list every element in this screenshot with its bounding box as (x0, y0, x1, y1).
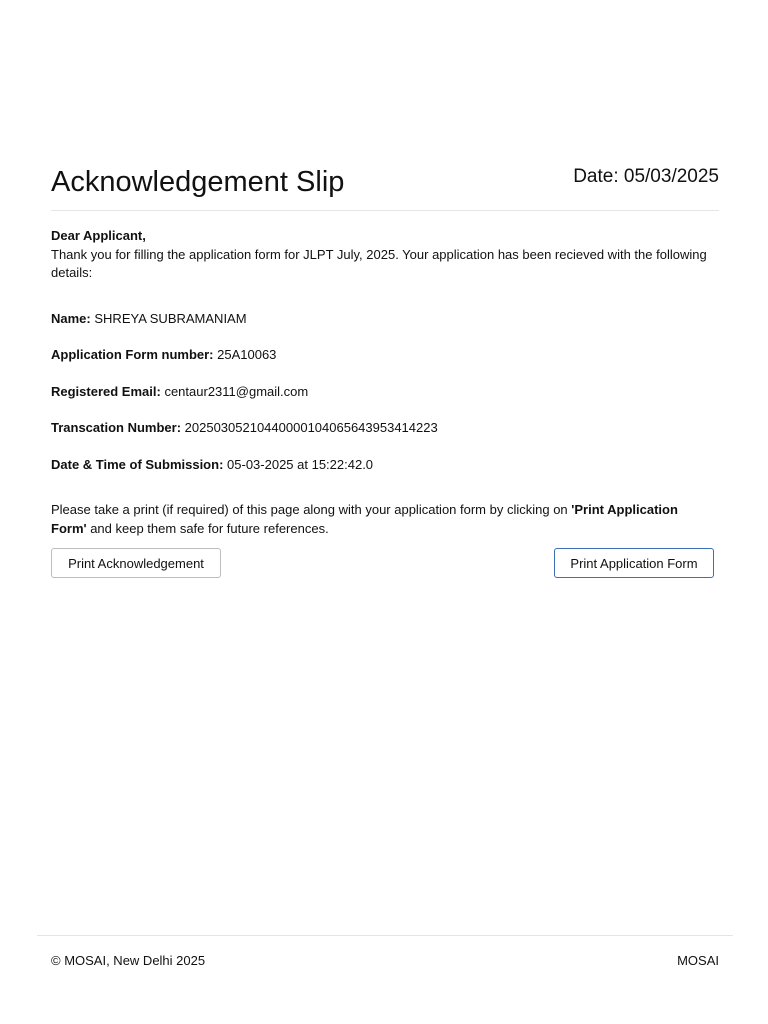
detail-label: Application Form number: (51, 347, 214, 362)
print-note (51, 501, 711, 538)
note-highlight: 'Print Application Form' (51, 502, 678, 536)
detail-email (51, 383, 711, 420)
detail-value: 25A10063 (217, 347, 277, 362)
detail-name (51, 310, 711, 347)
note-text-before: Please take a print (if required) of this page along with your application form by clicking on (51, 502, 572, 517)
slip-header (51, 160, 719, 211)
detail-value: 20250305210440000104065643953414223 (184, 420, 438, 435)
print-application-form-button[interactable]: Print Application Form (554, 548, 714, 578)
detail-submission-time (51, 456, 711, 493)
detail-value: SHREYA SUBRAMANIAM (94, 310, 247, 326)
print-acknowledgement-button[interactable]: Print Acknowledgement (51, 548, 221, 578)
footer-divider (37, 935, 733, 936)
detail-label: Transcation Number: (51, 420, 182, 435)
greeting: Dear Applicant, (51, 228, 146, 243)
detail-transaction-number (51, 419, 711, 456)
details-list (51, 310, 711, 493)
detail-value: centaur2311@gmail.com (164, 383, 309, 399)
intro-text: Thank you for filling the application form for JLPT July, 2025. Your application has been recieved with the following details: (51, 246, 707, 280)
page-title: Acknowledgement Slip (51, 166, 345, 198)
detail-application-number (51, 346, 711, 383)
note-text-after: and keep them safe for future references. (86, 520, 329, 536)
footer-copyright: © MOSAI, New Delhi 2025 (51, 953, 206, 968)
slip-body (51, 227, 711, 538)
footer-brand: MOSAI (677, 953, 719, 968)
detail-value: 05-03-2025 at 15:22:42.0 (227, 456, 374, 472)
detail-label: Name: (51, 310, 91, 326)
detail-label: Registered Email: (51, 383, 161, 399)
slip-date: Date: 05/03/2025 (573, 166, 719, 187)
detail-label: Date & Time of Submission: (51, 456, 224, 472)
